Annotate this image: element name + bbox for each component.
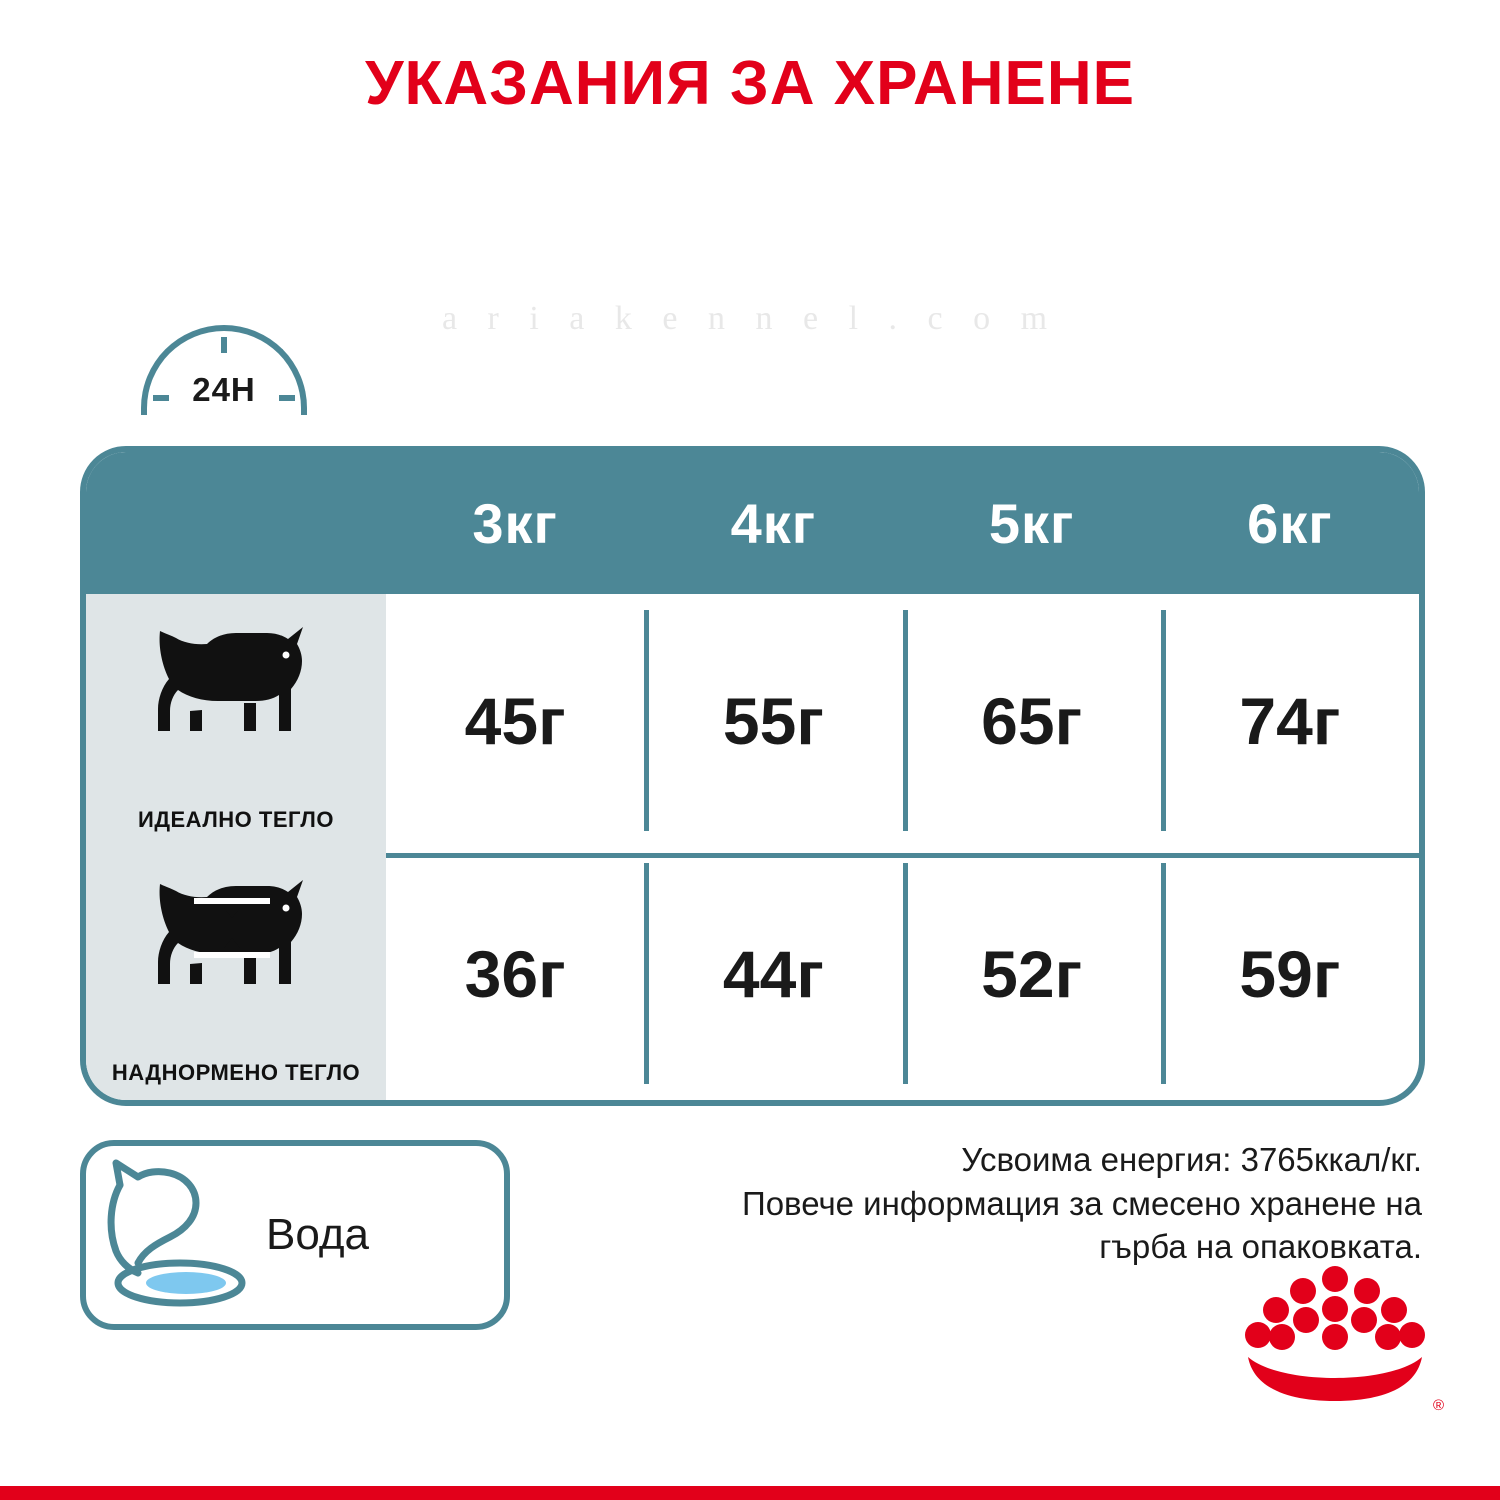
column-header-3kg: 3кг: [472, 491, 558, 555]
clock-tick-top-icon: [221, 337, 227, 353]
energy-line-2: Повече информация за смесено хранене на: [741, 1184, 1422, 1222]
row-label-ideal-weight: ИДЕАЛНО ТЕГЛО: [138, 807, 334, 832]
column-header-6kg: 6кг: [1247, 491, 1333, 555]
cat-overweight-icon: [136, 863, 336, 1003]
24h-badge-label: 24H: [192, 371, 256, 408]
column-header-5kg: 5кг: [988, 491, 1075, 555]
table-row: [86, 594, 1419, 847]
cell-ideal-4kg: 55г: [644, 594, 902, 847]
row-header-overweight: [86, 847, 386, 1100]
watermark-text: a r i a k e n n e l . c o m: [441, 300, 1059, 337]
row-divider: [386, 853, 1419, 858]
bottom-red-bar: [0, 1486, 1500, 1500]
energy-info-text: [582, 1138, 1422, 1269]
royal-canin-crown-logo: [1240, 1265, 1430, 1405]
24h-badge: [141, 325, 307, 415]
table-header-corner: [86, 452, 386, 594]
cell-overweight-3kg: 36г: [464, 936, 566, 1011]
table-row: [86, 847, 1419, 1100]
water-card: [80, 1140, 510, 1330]
page-title: УКАЗАНИЯ ЗА ХРАНЕНЕ: [364, 49, 1136, 118]
cat-drinking-water-icon: [86, 1155, 266, 1315]
row-header-ideal-weight: [86, 594, 386, 847]
cell-overweight-5kg: 52г: [903, 847, 1161, 1100]
cell-overweight-6kg: 59г: [1161, 847, 1419, 1100]
row-label-overweight: НАДНОРМЕНО ТЕГЛО: [111, 1060, 361, 1085]
energy-line-1: Усвоима енергия: 3765ккал/кг.: [961, 1141, 1422, 1178]
water-label: Вода: [266, 1210, 369, 1259]
table-body: [86, 594, 1419, 1100]
table-header-row: [86, 452, 1419, 594]
column-header-4kg: 4кг: [730, 491, 817, 555]
feeding-guide-table: [80, 446, 1425, 1106]
registered-mark: ®: [1432, 1397, 1444, 1414]
cat-ideal-weight-icon: [136, 610, 336, 750]
energy-line-3: гърба на опаковката.: [1099, 1228, 1422, 1266]
cell-ideal-3kg: 45г: [464, 683, 566, 758]
cell-overweight-4kg: 44г: [644, 847, 902, 1100]
cell-ideal-6kg: 74г: [1161, 594, 1419, 847]
cell-ideal-5kg: 65г: [903, 594, 1161, 847]
